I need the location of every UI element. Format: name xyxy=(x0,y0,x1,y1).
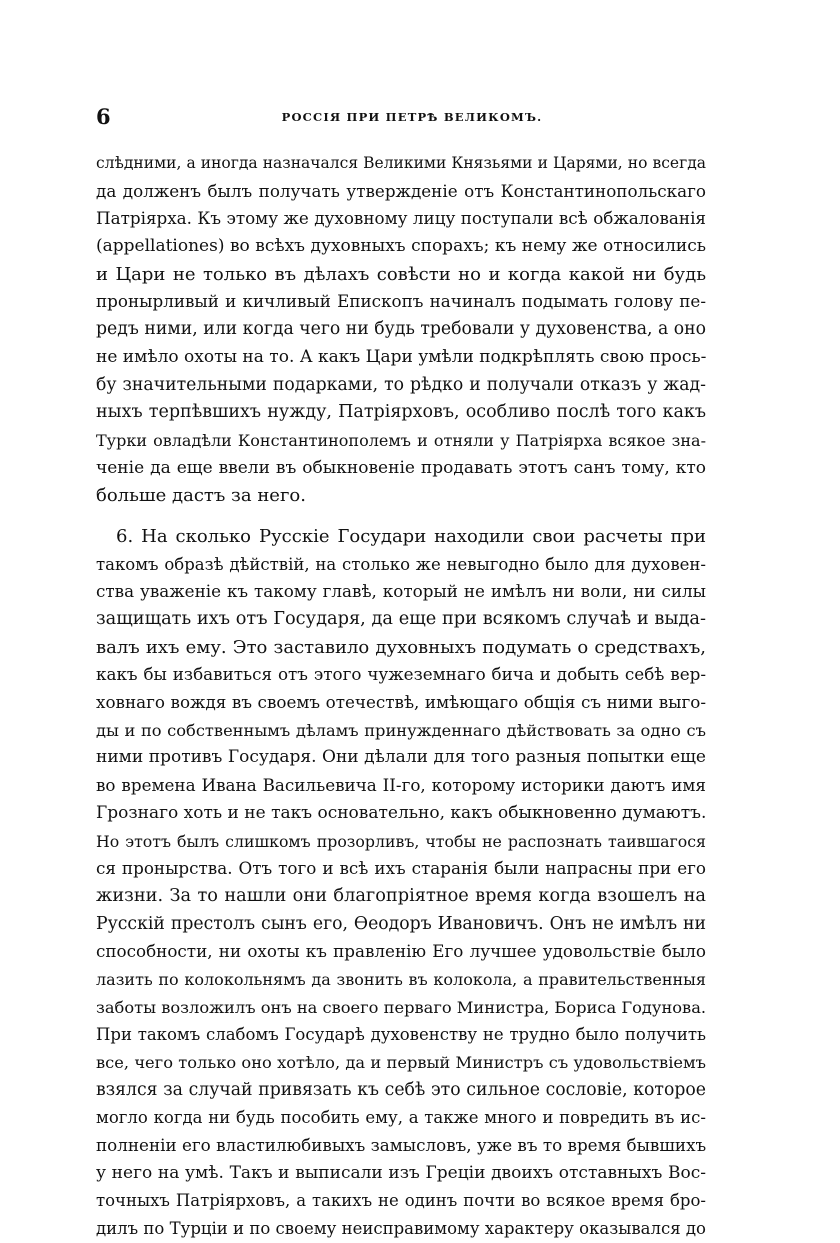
text-line: лазить по колокольнямъ да звонить въ колокола, а правительственныя xyxy=(96,969,706,989)
text-line: больше дастъ за него. xyxy=(96,485,306,507)
text-line: да долженъ былъ получать утвержденіе отъ Константинопольскаго xyxy=(96,180,706,201)
text-line: валъ ихъ ему. Это заставило духовныхъ подумать о средствахъ, xyxy=(96,636,706,658)
text-line: не имѣло охоты на то. А какъ Цари умѣли подкрѣплять свою прось- xyxy=(96,346,706,367)
page-header xyxy=(96,104,728,134)
text-line: ся пронырства. Отъ того и всѣ ихъ старанія были напрасны при его xyxy=(96,858,706,879)
paragraph-2 xyxy=(96,523,706,1243)
text-line: ства уваженіе къ такому главѣ, который не имѣлъ ни воли, ни силы xyxy=(96,581,706,602)
text-line: ними противъ Государя. Они дѣлали для того разныя попытки еще xyxy=(96,747,706,768)
text-line: жизни. За то нашли они благопріятное время когда взошелъ на xyxy=(96,885,706,906)
text-line: во времена Ивана Васильевича II-го, которому историки даютъ имя xyxy=(96,775,706,796)
text-line: какъ бы избавиться отъ этого чужеземнаго бича и добыть себѣ вер- xyxy=(96,664,706,685)
text-line: способности, ни охоты къ правленію Его лучшее удовольствіе было xyxy=(96,941,706,962)
text-line: Грознаго хоть и не такъ основательно, какъ обыкновенно думаютъ. xyxy=(96,802,706,823)
text-line: слѣдними, а иногда назначался Великими Князьями и Царями, но всегда xyxy=(96,154,706,172)
text-line: у него на умѣ. Такъ и выписали изъ Греціи двоихъ отставныхъ Вос- xyxy=(96,1162,706,1183)
text-line: редъ ними, или когда чего ни будь требовали у духовенства, а оно xyxy=(96,319,706,340)
text-line: взялся за случай привязать къ себѣ это сильное сословіе, которое xyxy=(96,1079,706,1100)
text-line: (appellationes) во всѣхъ духовныхъ спорахъ; къ нему же относились xyxy=(96,236,706,257)
text-line: полненіи его властилюбивыхъ замысловъ, уже въ то время бывшихъ xyxy=(96,1135,706,1156)
text-line: такомъ образѣ дѣйствій, на столько же невыгодно было для духовен- xyxy=(96,554,706,574)
text-line: Русскій престолъ сынъ его, Ѳеодоръ Ивановичъ. Онъ не имѣлъ ни xyxy=(96,913,706,934)
text-line: пронырливый и кичливый Епископъ начиналъ подымать голову пе- xyxy=(96,291,706,312)
text-line: точныхъ Патріярховъ, а такихъ не одинъ почти во всякое время бро- xyxy=(96,1191,706,1211)
text-line: Но этотъ былъ слишкомъ прозорливъ, чтобы не распознать таившагося xyxy=(96,831,706,851)
text-line: ховнаго вождя въ своемъ отечествѣ, имѣющаго общія съ ними выго- xyxy=(96,692,706,713)
text-line: При такомъ слабомъ Государѣ духовенству не трудно было получить xyxy=(96,1025,706,1045)
paragraph-1 xyxy=(96,150,706,510)
text-line: бу значительными подарками, то рѣдко и получали отказъ у жад- xyxy=(96,374,706,395)
text-line: Патріярха. Къ этому же духовному лицу поступали всѣ обжалованія xyxy=(96,208,706,229)
text-line: ды и по собственнымъ дѣламъ принужденнаго дѣйствовать за одно съ xyxy=(96,720,706,740)
text-line: 6. На сколько Русскіе Государи находили свои расчеты при xyxy=(116,525,706,547)
text-line: ныхъ терпѣвшихъ нужду, Патріярховъ, особливо послѣ того какъ xyxy=(96,402,706,423)
text-line: и Цари не только въ дѣлахъ совѣсти но и когда какой ни будь xyxy=(96,263,706,285)
text-line: дилъ по Турціи и по своему неисправимому характеру оказывался до xyxy=(96,1219,706,1239)
paragraph-gap xyxy=(96,510,706,523)
text-line: ченіе да еще ввели въ обыкновеніе продавать этотъ санъ тому, кто xyxy=(96,457,706,478)
running-title: РОССІЯ ПРИ ПЕТРѢ ВЕЛИКОМЪ. xyxy=(281,110,543,124)
body-text xyxy=(96,150,706,1243)
page-number: 6 xyxy=(96,104,111,129)
text-line: все, чего только оно хотѣло, да и первый Министръ съ удовольствіемъ xyxy=(96,1053,706,1072)
text-line: могло когда ни будь пособить ему, а также много и повредить въ ис- xyxy=(96,1108,706,1128)
text-line: Турки овладѣли Константинополемъ и отняли у Патріярха всякое зна- xyxy=(96,430,706,450)
text-line: заботы возложилъ онъ на своего перваго Министра, Бориса Годунова. xyxy=(96,997,706,1017)
text-line: защищать ихъ отъ Государя, да еще при всякомъ случаѣ и выда- xyxy=(96,609,706,629)
